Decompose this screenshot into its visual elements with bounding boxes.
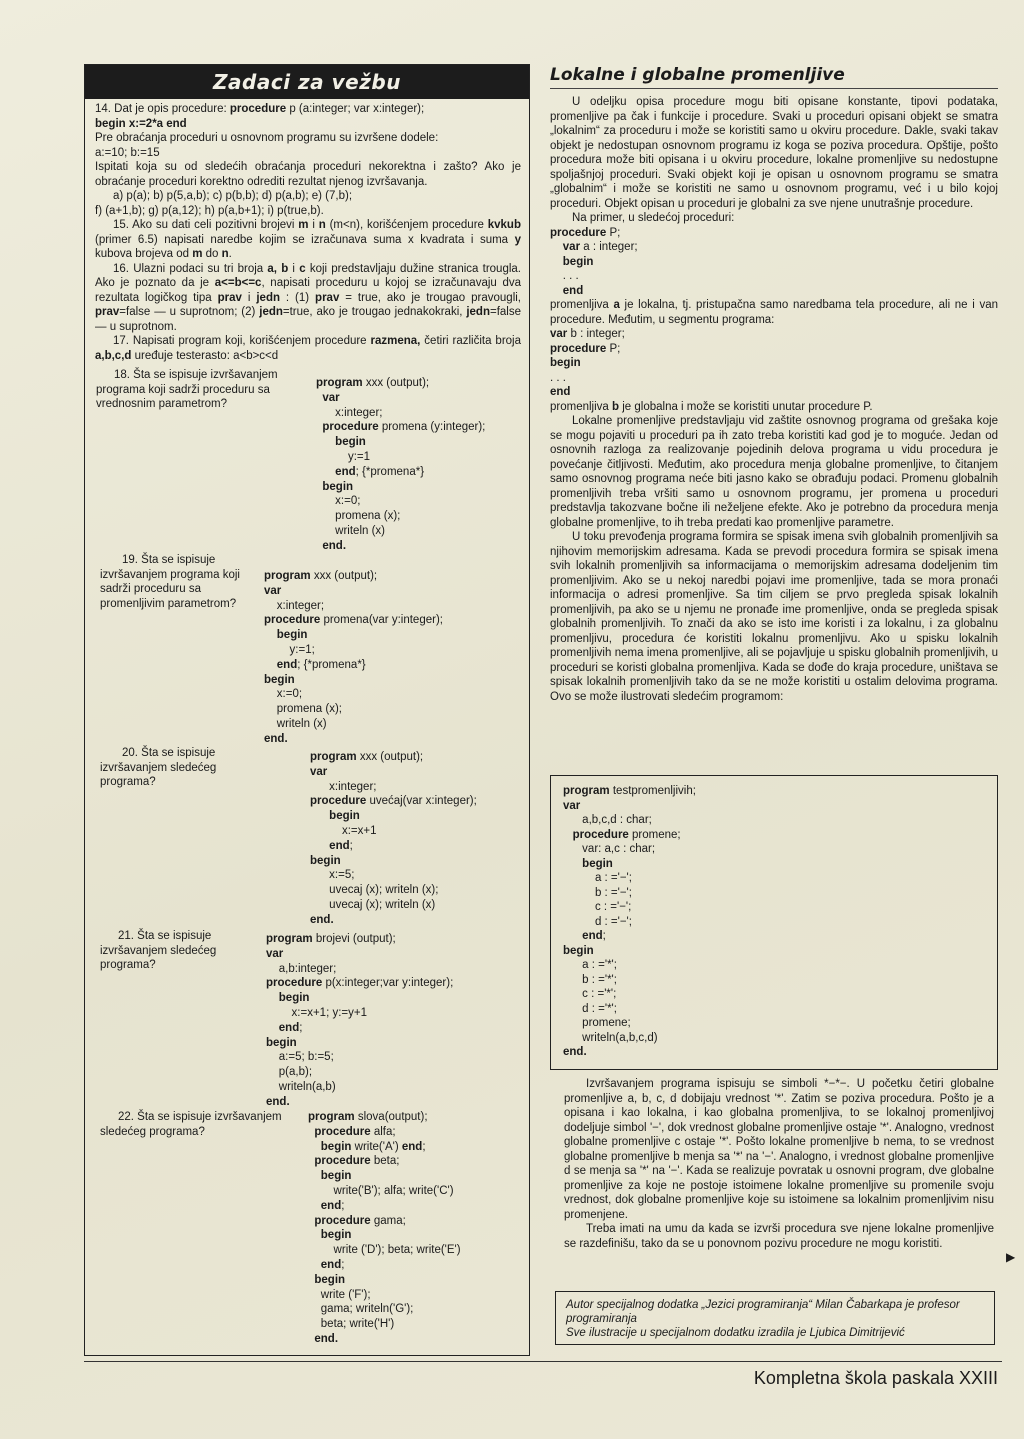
article-paragraph-5: Lokalne promenljive predstavljaju vid zaštite osnovnog programa od grešaka koje se mogu pojaviti u proceduri pa ih zato treba koristiti kad god je to moguće. Jedan od osnovnih razloga za realizovanje pojedinih delova programa u vidu procedura je povećanje čitljivosti. Međutim, ako procedura menja globalne promenljive, to čitanjem samo osnovnog programa neće biti jasno kako se obrađuju podaci. Promenu globalnih promenljivih treba vršiti samo u osnovnom programu, jer promena u proceduri predstavlja takozvane bočne ili neželjene efekte. Ako je potrebno da procedura menja globalne promenljive, to ih treba predati kao promenljive parametre. <box>550 415 998 529</box>
question-text: 20. Šta se ispisuje izvršavanjem sledećeg programa? <box>100 747 217 788</box>
t: koji predstavljaju dužine stranica trougla. Ako je poznato da je <box>95 262 521 289</box>
t: promenljiva <box>550 400 612 413</box>
article-paragraph-4 <box>550 400 998 415</box>
exercise-14-line6: a) p(a); b) p(5,a,b); c) p(b,b); d) p(a,b); e) (7,b); <box>113 190 353 202</box>
t: četiri različita broja <box>420 335 521 347</box>
t: (m<n), korišćenjem procedure <box>325 219 488 231</box>
text: p (a:integer; var x:integer); <box>286 103 425 115</box>
t: i <box>288 262 300 275</box>
article-paragraph-1: U odeljku opisa procedure mogu biti opisane konstante, tipovi podataka, promenljive pa čak i funkcije i procedure. Svaki u proceduri opisani objekt se smatra „lokalnim“ za proceduru i može se koristiti samo u okviru procedure. Dakle, svaki takav objekt je nedostupan osnovnom programu iz koga se poziva procedura. Opštije, pošto procedura može biti opisana i u okviru procedure, lokalne promenljive su nedostupne spoljašnjoj proceduri. Svaki objekt koji je opisan u osnovnom programu se smatra „globalnim“ i može se koristiti ne samo u osnovnom programu, već i u bilo kojoj proceduri. Objekt opisan u proceduri je globalni za sve njene unutrašnje procedure. <box>550 96 998 210</box>
t: m <box>298 219 309 231</box>
exercises-banner: Zadaci za vežbu <box>85 65 529 99</box>
exercise-14-line3: Pre obraćanja proceduri u osnovnom programu su izvršene dodele: <box>95 132 439 144</box>
question-text: 18. Šta se ispisuje izvršavanjem programa koji sadrži proceduru sa vrednosnim parametrom? <box>96 369 278 410</box>
exercise-18-code: program xxx (output); var x:integer; procedure promena (y:integer); begin y:=1 end; {*promena*} begin x:=0; promena (x); writeln (x) end. <box>316 377 486 552</box>
text: 14. Dat je opis procedure: <box>95 103 230 115</box>
explanation-paragraph-2: Treba imati na umu da kada se izvrši procedura sve njene lokalne promenljive se razdefinišu, tako da se u ponovnom pozivu procedure ne mogu koristiti. <box>564 1223 994 1250</box>
exercise-17 <box>95 334 521 363</box>
t: = true, ako je trougao pravougli, <box>339 291 521 304</box>
code-example-global: var b : integer; procedure P; begin . . . end <box>550 328 625 398</box>
t: prav <box>217 291 242 304</box>
question-text: 21. Šta se ispisuje izvršavanjem sledećeg programa? <box>100 930 217 971</box>
t: a <box>613 299 620 311</box>
exercise-14-line5: Ispitati koja su od sledećih obraćanja proceduri nekorektna i zašto? Ako je obraćanje proceduri korektno odrediti rezultat njenog izvršavanja. <box>95 161 521 188</box>
t: =true, ako je trougao jednakokraki, <box>282 306 467 318</box>
explanation-paragraph-1: Izvršavanjem programa ispisuju se simboli *−*−. U početku četiri globalne promenljive a, b, c, d dobijaju vrednost '*'. Zatim se poziva procedura. Pošto je a opisana i kao lokalna, i kao globalna promenljiva, to se lokalnoj promenljivoj dodeljuje simbol '−', dok vrednost globalne promenljive ostaje '*'. Analogno, vrednost globalne promenljive c ostaje '*'. Pošto lokalne promenljive b nema, to se vrednost globalne promenljive b menja sa '*' na '−'. Analogno, i vrednost globalne promenljive d se menja sa '*' na '−'. Kada se realizuje povratak u osnovni program, dve globalne promenljive za koje ne postoje istoimene lokalne promenljive su promenile svoju vrednost, dok globalne promenljive koje su istoimene sa lokalnim promenljivim nisu promenjene. <box>564 1078 994 1221</box>
t: razmena, <box>370 335 421 347</box>
credits-box <box>555 1291 995 1345</box>
t: jedn <box>256 291 280 304</box>
question-text: 22. Šta se ispisuje izvršavanjem sledećeg programa? <box>100 1111 282 1138</box>
t: =false — u suprotnom. <box>95 306 521 333</box>
t: prav <box>95 306 120 318</box>
exercise-14-line2: begin x:=2*a end <box>95 117 187 130</box>
continue-arrow-icon: ▶ <box>1006 1250 1016 1264</box>
t: jedn <box>259 306 283 318</box>
t: i <box>241 291 257 304</box>
article-paragraph-3 <box>550 298 998 327</box>
t: prav <box>315 291 340 304</box>
exercise-14-line7: f) (a+1,b); g) p(a,12); h) p(a,b+1); i) p(true,b). <box>95 204 324 217</box>
t: do <box>202 248 222 260</box>
t: n <box>318 219 326 231</box>
t: : (1) <box>280 291 316 304</box>
code-example-local: procedure P; var a : integer; begin . . . end <box>550 226 638 297</box>
question-text: 19. Šta se ispisuje izvršavanjem programa koji sadrži proceduru sa promenljivim parametrom? <box>100 554 240 610</box>
exercise-19-question <box>100 553 260 611</box>
t: c <box>299 262 306 275</box>
t: 17. Napisati program koji, korišćenjem procedure <box>113 335 371 347</box>
article-paragraph-6: U toku prevođenja programa formira se spisak imena svih globalnih promenljivih sa njihovim memorijskim adresama. Kada se prevodi procedura formira se spisak imena svih lokalnih promenljivih sa informacijama o memorijskim adresama dodeljenim tim promenljivim. Ako se u nekoj naredbi pojavi ime promenljive, tada se mora pronaći informacija o adresi promenljive. Sa tim ciljem se prvo pregleda spisak lokalnih promenljivih, pa ako se u njemu ne pronađe ime promenljive, onda se pregleda spisak globalnih promenljivih. To znači da ako se isto ime koristi i za lokalnu, i za globalnu promenljivu, procedura će koristiti lokalnu promenljivu. Ako u spisku lokalnih promenljivih nema imena promenljive, ali se pojavljuje u spisku globalnih promenljivih, u proceduri se koristi globalna promenljiva. Kada se dođe do kraja procedure, uništava se spisak lokalnih promenljivih tako da se ne može koristiti u ostalim delovima programa. Ovo se može ilustrovati sledećim programom: <box>550 531 998 703</box>
exercise-20-question <box>100 746 240 790</box>
t: m <box>192 248 203 260</box>
t: a,b,c,d <box>95 349 132 362</box>
t: i <box>308 219 319 231</box>
keyword: procedure <box>229 103 287 115</box>
t: je lokalna, tj. pristupačna samo naredbama tela procedure, ali ne i van procedure. Međutim, u segmentu programa: <box>550 299 998 326</box>
t: promenljiva <box>550 299 614 311</box>
t: (primer 6.5) napisati naredbe kojim se izračunava suma x kvadrata i suma <box>95 233 515 246</box>
exercises-intro <box>85 99 529 363</box>
program-testpromenljivih-code: program testpromenljivih; var a,b,c,d : char; procedure promene; var: a,c : char; begin a : ='−'; b : ='−'; c : ='−'; d : ='−'; end; begin a : ='*'; b : ='*'; c : ='*'; d : ='*'; promene; writeln(a,b,c,d) end. <box>563 785 696 1058</box>
t: =false — u suprotnom; (2) <box>119 306 260 318</box>
exercise-22-question <box>100 1110 300 1139</box>
t: y <box>514 233 521 246</box>
t: n <box>221 248 229 260</box>
exercise-14-line4: a:=10; b:=15 <box>95 146 160 159</box>
exercise-21-code: program brojevi (output); var a,b:integer; procedure p(x:integer;var y:integer); begin x:=x+1; y:=y+1 end; begin a:=5; b:=5; p(a,b); writeln(a,b) end. <box>266 933 454 1108</box>
article-title: Lokalne i globalne promenljive <box>550 64 998 89</box>
t: kubova brojeva od <box>95 248 193 260</box>
exercise-20-code: program xxx (output); var x:integer; procedure uvećaj(var x:integer); begin x:=x+1 end; begin x:=5; uvecaj (x); writeln (x); uvecaj (x); writeln (x) end. <box>310 751 477 926</box>
exercise-14-line1 <box>95 102 521 117</box>
program-listing-box <box>550 775 998 1070</box>
article-column <box>550 64 998 704</box>
t: . <box>228 248 232 260</box>
credit-illustrations: Sve ilustracije u specijalnom dodatku izradila je Ljubica Dimitrijević <box>566 1327 905 1339</box>
explanation-text <box>564 1077 994 1251</box>
t: b <box>612 400 620 413</box>
page-footer: Kompletna škola paskala XXIII <box>753 1368 998 1388</box>
footer-divider <box>84 1361 1002 1362</box>
exercise-22-code: program slova(output); procedure alfa; begin write('A') end; procedure beta; begin write('B'); alfa; write('C') end; procedure gama; begin write ('D'); beta; write('E') end; begin write ('F'); gama; writeln('G'); beta; write('H') end. <box>308 1111 461 1345</box>
t: 16. Ulazni podaci su tri broja <box>113 262 268 275</box>
article-paragraph-2: Na primer, u sledećoj proceduri: <box>572 212 735 224</box>
t: , napisati proceduru u kojoj se izračunavaju dva rezultata logičkog tipa <box>95 277 521 304</box>
t: uređuje testerasto: a<b>c<d <box>131 349 279 362</box>
exercise-21-question <box>100 929 240 973</box>
exercise-16 <box>95 262 521 335</box>
exercise-19-code: program xxx (output); var x:integer; procedure promena(var y:integer); begin y:=1; end; {*promena*} begin x:=0; promena (x); writeln (x) end. <box>264 570 443 745</box>
t: a, b <box>267 262 289 275</box>
exercise-15 <box>95 218 521 262</box>
credit-author: Autor specijalnog dodatka „Jezici programiranja“ Milan Čabarkapa je profesor programiranja <box>566 1299 960 1325</box>
t: kvkub <box>487 219 521 231</box>
t: a<=b<=c <box>214 277 262 289</box>
t: 15. Ako su dati celi pozitivni brojevi <box>113 219 299 231</box>
t: je globalna i može se koristiti unutar procedure P. <box>619 400 873 413</box>
exercise-18-question <box>96 368 306 412</box>
t: jedn <box>466 306 490 318</box>
